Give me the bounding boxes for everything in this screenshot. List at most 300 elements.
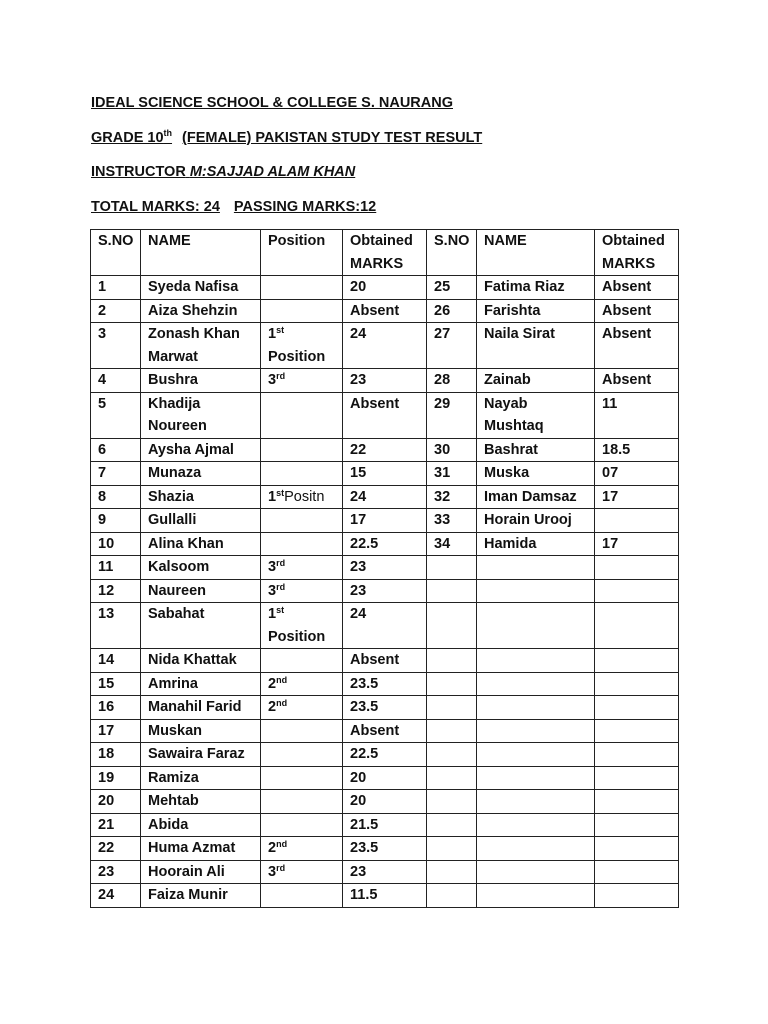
sno-value-right: 28 (434, 372, 451, 388)
name-cell (141, 579, 261, 603)
table-row (91, 860, 679, 884)
marks-value: 11.5 (350, 887, 378, 903)
position-cell (261, 392, 343, 438)
position-ordinal: nd (276, 839, 288, 849)
table-row (91, 462, 679, 486)
name-line-1: Naureen (148, 582, 207, 599)
sno-value: 23 (98, 863, 115, 880)
position-cell (261, 579, 343, 603)
sno-cell-right (427, 790, 477, 814)
marks-value: 23.5 (350, 675, 379, 692)
grade-title: GRADE 10th (FEMALE) PAKISTAN STUDY TEST RESULT (91, 127, 483, 146)
table-row (91, 813, 679, 837)
sno-cell-right (427, 719, 477, 743)
marks-cell (343, 485, 427, 509)
marks-value: Absent (350, 722, 400, 739)
instructor-line: INSTRUCTOR M:SAJJAD ALAM KHAN (91, 164, 356, 181)
position-cell (261, 860, 343, 884)
table-row (91, 766, 679, 790)
marks-cell-right (595, 719, 679, 743)
marks-value-right: Absent (602, 326, 652, 342)
name-line-1: Muskan (148, 722, 202, 739)
sno-cell-right (427, 392, 477, 438)
name-cell (141, 860, 261, 884)
sno-cell (91, 485, 141, 509)
table-row (91, 790, 679, 814)
name-cell (141, 509, 261, 533)
name-line-1: Shazia (148, 488, 194, 505)
table-row (91, 649, 679, 673)
header-name: NAME (141, 230, 261, 276)
position-number: 3 (268, 582, 277, 599)
marks-cell (343, 438, 427, 462)
name-cell-right (477, 790, 595, 814)
marks-cell (343, 532, 427, 556)
sno-cell-right (427, 369, 477, 393)
name-right-line-1: Farishta (484, 302, 541, 319)
sno-cell (91, 672, 141, 696)
position-cell (261, 369, 343, 393)
marks-cell-right (595, 884, 679, 908)
marks-value: 23 (350, 372, 367, 388)
sno-value-right: 30 (434, 441, 451, 458)
name-cell (141, 603, 261, 649)
sno-value: 1 (98, 279, 107, 295)
position-number: 1 (268, 606, 277, 622)
position-value (268, 489, 324, 505)
marks-value: 24 (350, 488, 367, 505)
marks-cell-right (595, 766, 679, 790)
sno-cell (91, 766, 141, 790)
name-cell-right (477, 579, 595, 603)
position-number: 2 (268, 840, 277, 856)
name-line-1: Aysha Ajmal (148, 441, 234, 458)
sno-value-right: 34 (434, 535, 451, 552)
name-cell-right (477, 672, 595, 696)
name-right-line-1: Muska (484, 465, 530, 481)
marks-cell (343, 837, 427, 861)
sno-value-right: 27 (434, 326, 451, 342)
name-line-2: Noureen (148, 418, 207, 434)
marks-cell (343, 462, 427, 486)
sno-value-right: 26 (434, 302, 451, 319)
name-line-1: Munaza (148, 465, 202, 481)
table-row (91, 438, 679, 462)
document-header (91, 93, 691, 232)
marks-cell-right (595, 438, 679, 462)
table-row (91, 276, 679, 300)
name-cell-right (477, 392, 595, 438)
sno-cell (91, 323, 141, 369)
table-row (91, 672, 679, 696)
name-right-line-1: Naila Sirat (484, 326, 555, 342)
sno-cell (91, 837, 141, 861)
school-title: IDEAL SCIENCE SCHOOL & COLLEGE S. NAURANG (91, 95, 453, 111)
sno-cell (91, 532, 141, 556)
position-line-2: Position (268, 628, 326, 645)
name-cell (141, 532, 261, 556)
table-row (91, 884, 679, 908)
name-cell-right (477, 743, 595, 767)
name-cell (141, 837, 261, 861)
header-sno-right: S.NO (427, 230, 477, 276)
name-line-1: Manahil Farid (148, 699, 242, 715)
position-ordinal: nd (276, 698, 288, 708)
sno-value: 16 (98, 699, 115, 715)
name-cell-right (477, 299, 595, 323)
marks-cell (343, 766, 427, 790)
marks-value: 23 (350, 863, 367, 880)
table-row (91, 719, 679, 743)
name-cell-right (477, 884, 595, 908)
name-cell (141, 766, 261, 790)
sno-cell-right (427, 672, 477, 696)
marks-cell (343, 276, 427, 300)
sno-cell-right (427, 603, 477, 649)
sno-cell-right (427, 860, 477, 884)
marks-line: TOTAL MARKS: 24 PASSING MARKS:12 (91, 199, 377, 216)
marks-cell-right (595, 696, 679, 720)
position-cell (261, 672, 343, 696)
position-ordinal: rd (276, 862, 286, 873)
position-number: 1 (268, 488, 277, 505)
marks-cell-right (595, 743, 679, 767)
header-position: Position (261, 230, 343, 276)
sno-cell (91, 649, 141, 673)
name-cell-right (477, 462, 595, 486)
position-cell (261, 696, 343, 720)
position-cell (261, 884, 343, 908)
marks-value: 21.5 (350, 816, 379, 833)
position-number: 2 (268, 675, 277, 692)
position-ordinal: rd (276, 581, 286, 592)
marks-cell (343, 884, 427, 908)
marks-cell (343, 813, 427, 837)
marks-cell-right (595, 556, 679, 580)
name-cell (141, 556, 261, 580)
marks-value-right: 17 (602, 488, 619, 505)
marks-cell-right (595, 323, 679, 369)
name-line-1: Nida Khattak (148, 652, 237, 668)
sno-value: 12 (98, 582, 115, 599)
name-cell (141, 485, 261, 509)
sno-cell (91, 790, 141, 814)
sno-cell-right (427, 323, 477, 369)
marks-cell-right (595, 603, 679, 649)
marks-value: 20 (350, 279, 367, 295)
marks-cell-right (595, 790, 679, 814)
name-line-1: Faiza Munir (148, 887, 228, 903)
sno-cell (91, 884, 141, 908)
marks-cell (343, 369, 427, 393)
name-cell-right (477, 719, 595, 743)
marks-cell-right (595, 392, 679, 438)
marks-cell (343, 696, 427, 720)
name-cell-right (477, 276, 595, 300)
sno-cell-right (427, 649, 477, 673)
sno-cell (91, 743, 141, 767)
name-line-1: Mehtab (148, 793, 199, 809)
position-ordinal: nd (276, 674, 288, 685)
position-cell (261, 790, 343, 814)
marks-value: 15 (350, 465, 367, 481)
marks-value-right: Absent (602, 302, 652, 319)
position-cell (261, 813, 343, 837)
name-line-1: Huma Azmat (148, 840, 236, 856)
sno-value: 22 (98, 840, 115, 856)
table-row (91, 579, 679, 603)
sno-value: 21 (98, 816, 115, 833)
name-line-2: Marwat (148, 348, 198, 365)
marks-cell (343, 672, 427, 696)
name-cell-right (477, 696, 595, 720)
marks-cell-right (595, 369, 679, 393)
name-cell (141, 672, 261, 696)
position-number: 3 (268, 863, 277, 880)
name-cell (141, 392, 261, 438)
sno-value-right: 29 (434, 395, 451, 412)
position-number: 3 (268, 372, 277, 388)
sno-cell (91, 438, 141, 462)
marks-value: 17 (350, 512, 367, 528)
marks-value-right: 11 (602, 395, 618, 412)
sno-value: 3 (98, 326, 107, 342)
name-line-1: Sabahat (148, 606, 205, 622)
marks-cell-right (595, 837, 679, 861)
position-ordinal: rd (276, 558, 286, 568)
marks-value: 23 (350, 582, 367, 599)
name-cell (141, 438, 261, 462)
table-header-row (91, 230, 679, 276)
name-right-line-1: Zainab (484, 372, 531, 388)
marks-cell (343, 860, 427, 884)
marks-value: 20 (350, 769, 367, 786)
header-obtained-marks-right: Obtained MARKS (595, 230, 679, 276)
table-row (91, 392, 679, 438)
name-cell-right (477, 603, 595, 649)
sno-cell (91, 509, 141, 533)
sno-value: 13 (98, 606, 115, 622)
sno-value-right: 25 (434, 279, 451, 295)
table-row (91, 696, 679, 720)
sno-value: 20 (98, 793, 115, 809)
marks-cell-right (595, 860, 679, 884)
marks-cell-right (595, 462, 679, 486)
name-line-1: Khadija (148, 395, 201, 412)
marks-cell (343, 743, 427, 767)
marks-value-right: Absent (602, 279, 652, 295)
position-value (268, 372, 285, 388)
name-cell (141, 462, 261, 486)
position-cell (261, 462, 343, 486)
marks-cell (343, 719, 427, 743)
marks-value-right: 17 (602, 535, 619, 552)
sno-value: 18 (98, 746, 115, 762)
position-cell (261, 743, 343, 767)
sno-value: 8 (98, 488, 107, 505)
position-ordinal: rd (276, 371, 286, 381)
header-obtained-marks: Obtained MARKS (343, 230, 427, 276)
position-value (268, 699, 287, 715)
position-ordinal: st (276, 487, 285, 498)
marks-value-right: 18.5 (602, 441, 631, 458)
position-cell (261, 766, 343, 790)
table-row (91, 485, 679, 509)
sno-cell (91, 579, 141, 603)
table-row (91, 743, 679, 767)
sno-cell (91, 556, 141, 580)
header-name-right: NAME (477, 230, 595, 276)
name-cell-right (477, 485, 595, 509)
sno-cell (91, 462, 141, 486)
name-line-1: Sawaira Faraz (148, 746, 245, 762)
name-cell (141, 743, 261, 767)
name-line-1: Kalsoom (148, 559, 210, 575)
name-cell (141, 696, 261, 720)
name-cell (141, 884, 261, 908)
sno-cell-right (427, 485, 477, 509)
marks-cell (343, 649, 427, 673)
name-cell (141, 276, 261, 300)
marks-value: Absent (350, 652, 400, 668)
table-row (91, 532, 679, 556)
marks-cell-right (595, 299, 679, 323)
table-row (91, 509, 679, 533)
marks-cell (343, 579, 427, 603)
sno-value: 6 (98, 441, 107, 458)
table-row (91, 556, 679, 580)
sno-cell (91, 860, 141, 884)
sno-value: 9 (98, 512, 107, 528)
marks-cell-right (595, 579, 679, 603)
result-table (90, 229, 679, 908)
name-cell-right (477, 369, 595, 393)
name-line-1: Ramiza (148, 769, 199, 786)
marks-value: 22 (350, 441, 367, 458)
name-cell (141, 719, 261, 743)
marks-cell-right (595, 649, 679, 673)
sno-cell-right (427, 462, 477, 486)
sno-cell-right (427, 299, 477, 323)
position-value (268, 606, 284, 622)
position-value (268, 676, 287, 692)
sno-cell (91, 719, 141, 743)
marks-value: 23.5 (350, 699, 379, 715)
name-cell-right (477, 837, 595, 861)
position-value (268, 864, 285, 880)
marks-cell-right (595, 509, 679, 533)
marks-cell (343, 323, 427, 369)
sno-cell (91, 369, 141, 393)
marks-value: Absent (350, 302, 400, 319)
position-cell (261, 532, 343, 556)
marks-value: 22.5 (350, 535, 379, 552)
name-cell (141, 369, 261, 393)
table-row (91, 299, 679, 323)
sno-cell-right (427, 532, 477, 556)
name-right-line-1: Nayab (484, 395, 528, 412)
name-cell (141, 790, 261, 814)
position-cell (261, 603, 343, 649)
name-line-1: Hoorain Ali (148, 863, 225, 880)
table-row (91, 323, 679, 369)
position-value (268, 840, 287, 856)
marks-value: 22.5 (350, 746, 379, 762)
name-right-line-1: Iman Damsaz (484, 488, 577, 505)
marks-value-right: Absent (602, 372, 652, 388)
position-suffix: Positn (284, 488, 325, 505)
sno-cell-right (427, 438, 477, 462)
marks-value: 24 (350, 606, 367, 622)
sno-cell (91, 603, 141, 649)
sno-cell-right (427, 276, 477, 300)
sno-value: 4 (98, 372, 107, 388)
name-cell (141, 299, 261, 323)
sno-cell-right (427, 556, 477, 580)
marks-cell-right (595, 276, 679, 300)
position-ordinal: st (276, 325, 285, 335)
name-cell-right (477, 766, 595, 790)
sno-value: 11 (98, 559, 114, 575)
sno-value: 5 (98, 395, 107, 412)
name-cell (141, 649, 261, 673)
position-number: 1 (268, 326, 277, 342)
name-line-1: Amrina (148, 675, 198, 692)
position-cell (261, 276, 343, 300)
position-cell (261, 485, 343, 509)
name-cell-right (477, 509, 595, 533)
name-line-1: Syeda Nafisa (148, 279, 239, 295)
marks-cell-right (595, 485, 679, 509)
sno-cell-right (427, 743, 477, 767)
sno-value: 17 (98, 722, 115, 739)
sno-cell (91, 813, 141, 837)
sno-value: 15 (98, 675, 115, 692)
table-row (91, 603, 679, 649)
sno-cell-right (427, 509, 477, 533)
sno-value: 19 (98, 769, 115, 786)
marks-cell (343, 556, 427, 580)
name-line-1: Aiza Shehzin (148, 302, 238, 319)
marks-cell-right (595, 532, 679, 556)
marks-value: 20 (350, 793, 367, 809)
name-cell (141, 323, 261, 369)
name-cell-right (477, 438, 595, 462)
name-line-1: Abida (148, 816, 189, 833)
marks-value: Absent (350, 395, 400, 412)
marks-cell (343, 392, 427, 438)
position-cell (261, 649, 343, 673)
sno-cell-right (427, 884, 477, 908)
sno-value: 10 (98, 535, 115, 552)
marks-cell (343, 790, 427, 814)
position-line-2: Position (268, 348, 326, 365)
sno-cell-right (427, 813, 477, 837)
sno-value: 24 (98, 887, 115, 903)
position-cell (261, 323, 343, 369)
name-line-1: Gullalli (148, 512, 197, 528)
name-right-line-2: Mushtaq (484, 418, 544, 434)
sno-value-right: 33 (434, 512, 451, 528)
position-cell (261, 719, 343, 743)
name-cell (141, 813, 261, 837)
sno-value-right: 31 (434, 465, 451, 481)
name-right-line-1: Hamida (484, 535, 537, 552)
position-ordinal: st (276, 605, 285, 615)
name-line-1: Zonash Khan (148, 326, 240, 342)
position-number: 2 (268, 699, 277, 715)
name-right-line-1: Bashrat (484, 441, 538, 458)
